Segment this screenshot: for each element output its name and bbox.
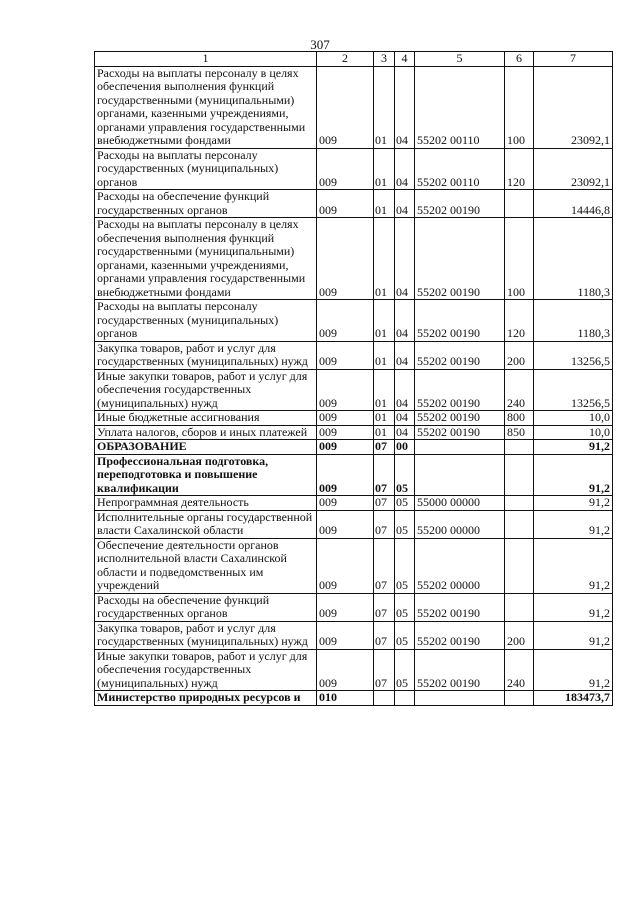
item-name: Иные закупки товаров, работ и услуг для обеспечения государственных (муниципальных) нужд <box>95 369 317 411</box>
item-ministry-code: 009 <box>317 411 374 426</box>
item-subsection: 05 <box>395 454 415 496</box>
item-target-code: 55202 00000 <box>415 538 505 593</box>
item-section: 01 <box>374 66 395 148</box>
item-target-code: 55202 00190 <box>415 411 505 426</box>
table-row <box>95 190 613 218</box>
item-amount: 91,2 <box>534 649 613 691</box>
item-section: 07 <box>374 496 395 511</box>
item-expense-type <box>505 691 534 706</box>
item-target-code <box>415 454 505 496</box>
item-subsection: 05 <box>395 496 415 511</box>
item-target-code <box>415 440 505 455</box>
item-amount: 91,2 <box>534 593 613 621</box>
item-amount: 10,0 <box>534 411 613 426</box>
item-ministry-code: 009 <box>317 369 374 411</box>
item-ministry-code: 009 <box>317 425 374 440</box>
table-row <box>95 691 613 706</box>
item-ministry-code: 009 <box>317 341 374 369</box>
item-name: Расходы на обеспечение функций государственных органов <box>95 593 317 621</box>
item-section: 01 <box>374 411 395 426</box>
table-row <box>95 148 613 190</box>
item-name: Профессиональная подготовка, переподготовка и повышение квалификации <box>95 454 317 496</box>
item-section: 01 <box>374 190 395 218</box>
item-amount: 91,2 <box>534 538 613 593</box>
item-amount: 91,2 <box>534 440 613 455</box>
item-subsection: 04 <box>395 369 415 411</box>
item-section: 07 <box>374 510 395 538</box>
item-subsection: 04 <box>395 218 415 300</box>
item-name: Непрограммная деятельность <box>95 496 317 511</box>
header-cell-2: 2 <box>317 52 374 67</box>
item-name: Расходы на выплаты персоналу в целях обеспечения выполнения функций государственными (муниципальными) органами, казенными учреждениями, органами управления государственными внебюджетными фондами <box>95 218 317 300</box>
item-ministry-code: 009 <box>317 218 374 300</box>
item-ministry-code: 009 <box>317 510 374 538</box>
item-target-code: 55202 00190 <box>415 190 505 218</box>
item-expense-type: 240 <box>505 649 534 691</box>
item-target-code: 55000 00000 <box>415 496 505 511</box>
item-expense-type <box>505 440 534 455</box>
table-row <box>95 621 613 649</box>
item-expense-type: 100 <box>505 66 534 148</box>
item-section: 01 <box>374 425 395 440</box>
table-row <box>95 496 613 511</box>
table-row <box>95 411 613 426</box>
item-name: Исполнительные органы государственной власти Сахалинской области <box>95 510 317 538</box>
item-target-code: 55202 00190 <box>415 300 505 342</box>
table-row <box>95 593 613 621</box>
item-subsection: 05 <box>395 538 415 593</box>
item-ministry-code: 009 <box>317 148 374 190</box>
item-ministry-code: 009 <box>317 454 374 496</box>
table-body <box>95 66 613 705</box>
item-name: Расходы на обеспечение функций государственных органов <box>95 190 317 218</box>
item-subsection: 05 <box>395 510 415 538</box>
item-amount: 1180,3 <box>534 218 613 300</box>
table-row <box>95 425 613 440</box>
item-amount: 91,2 <box>534 621 613 649</box>
budget-table <box>94 51 613 706</box>
item-ministry-code: 010 <box>317 691 374 706</box>
item-ministry-code: 009 <box>317 649 374 691</box>
item-expense-type <box>505 496 534 511</box>
item-subsection <box>395 691 415 706</box>
item-section: 01 <box>374 341 395 369</box>
item-expense-type: 200 <box>505 341 534 369</box>
item-expense-type <box>505 510 534 538</box>
item-expense-type <box>505 190 534 218</box>
item-expense-type <box>505 538 534 593</box>
table-row <box>95 538 613 593</box>
item-section: 07 <box>374 649 395 691</box>
item-ministry-code: 009 <box>317 621 374 649</box>
item-ministry-code: 009 <box>317 66 374 148</box>
item-subsection: 04 <box>395 148 415 190</box>
item-amount: 91,2 <box>534 496 613 511</box>
item-target-code: 55202 00190 <box>415 593 505 621</box>
header-cell-5: 5 <box>415 52 505 67</box>
item-subsection: 00 <box>395 440 415 455</box>
item-expense-type: 850 <box>505 425 534 440</box>
item-section: 07 <box>374 621 395 649</box>
item-name: Иные бюджетные ассигнования <box>95 411 317 426</box>
item-subsection: 04 <box>395 66 415 148</box>
header-cell-3: 3 <box>374 52 395 67</box>
table-row <box>95 300 613 342</box>
item-name: Закупка товаров, работ и услуг для государственных (муниципальных) нужд <box>95 341 317 369</box>
item-name: Расходы на выплаты персоналу государственных (муниципальных) органов <box>95 300 317 342</box>
table-row <box>95 341 613 369</box>
item-subsection: 04 <box>395 190 415 218</box>
item-expense-type: 240 <box>505 369 534 411</box>
item-subsection: 04 <box>395 411 415 426</box>
item-target-code: 55202 00190 <box>415 369 505 411</box>
item-target-code: 55202 00110 <box>415 148 505 190</box>
item-section: 07 <box>374 593 395 621</box>
item-name: ОБРАЗОВАНИЕ <box>95 440 317 455</box>
header-cell-6: 6 <box>505 52 534 67</box>
item-ministry-code: 009 <box>317 190 374 218</box>
item-section: 01 <box>374 300 395 342</box>
item-section: 01 <box>374 148 395 190</box>
item-section: 01 <box>374 218 395 300</box>
header-cell-4: 4 <box>395 52 415 67</box>
table-row <box>95 510 613 538</box>
item-amount: 13256,5 <box>534 369 613 411</box>
item-amount: 23092,1 <box>534 66 613 148</box>
page-number: 307 <box>310 37 330 52</box>
item-expense-type <box>505 454 534 496</box>
item-name: Расходы на выплаты персоналу государственных (муниципальных) органов <box>95 148 317 190</box>
item-target-code: 55202 00190 <box>415 649 505 691</box>
item-expense-type: 100 <box>505 218 534 300</box>
item-target-code: 55202 00190 <box>415 218 505 300</box>
table-row <box>95 454 613 496</box>
item-name: Расходы на выплаты персоналу в целях обеспечения выполнения функций государственными (муниципальными) органами, казенными учреждениями, органами управления государственными внебюджетными фондами <box>95 66 317 148</box>
item-target-code: 55202 00190 <box>415 341 505 369</box>
item-amount: 23092,1 <box>534 148 613 190</box>
item-section: 07 <box>374 454 395 496</box>
item-target-code: 55202 00190 <box>415 425 505 440</box>
item-target-code: 55202 00190 <box>415 621 505 649</box>
item-expense-type: 200 <box>505 621 534 649</box>
item-amount: 1180,3 <box>534 300 613 342</box>
item-section: 01 <box>374 369 395 411</box>
table-row <box>95 369 613 411</box>
header-cell-1: 1 <box>95 52 317 67</box>
item-subsection: 05 <box>395 621 415 649</box>
item-expense-type <box>505 593 534 621</box>
item-target-code: 55202 00110 <box>415 66 505 148</box>
item-target-code: 55200 00000 <box>415 510 505 538</box>
item-name: Иные закупки товаров, работ и услуг для обеспечения государственных (муниципальных) нужд <box>95 649 317 691</box>
item-ministry-code: 009 <box>317 440 374 455</box>
item-ministry-code: 009 <box>317 300 374 342</box>
table-row <box>95 440 613 455</box>
item-subsection: 05 <box>395 649 415 691</box>
item-subsection: 05 <box>395 593 415 621</box>
item-subsection: 04 <box>395 425 415 440</box>
header-row <box>95 52 613 67</box>
item-expense-type: 800 <box>505 411 534 426</box>
item-name: Министерство природных ресурсов и <box>95 691 317 706</box>
item-amount: 13256,5 <box>534 341 613 369</box>
table-row <box>95 218 613 300</box>
header-cell-7: 7 <box>534 52 613 67</box>
table-row <box>95 649 613 691</box>
item-section: 07 <box>374 440 395 455</box>
item-subsection: 04 <box>395 300 415 342</box>
item-name: Закупка товаров, работ и услуг для государственных (муниципальных) нужд <box>95 621 317 649</box>
item-target-code <box>415 691 505 706</box>
item-name: Уплата налогов, сборов и иных платежей <box>95 425 317 440</box>
table-row <box>95 66 613 148</box>
item-amount: 14446,8 <box>534 190 613 218</box>
item-amount: 91,2 <box>534 510 613 538</box>
item-name: Обеспечение деятельности органов исполнительной власти Сахалинской области и подведомственных им учреждений <box>95 538 317 593</box>
item-amount: 91,2 <box>534 454 613 496</box>
item-subsection: 04 <box>395 341 415 369</box>
item-section <box>374 691 395 706</box>
item-expense-type: 120 <box>505 300 534 342</box>
item-amount: 10,0 <box>534 425 613 440</box>
item-expense-type: 120 <box>505 148 534 190</box>
item-ministry-code: 009 <box>317 496 374 511</box>
item-ministry-code: 009 <box>317 593 374 621</box>
item-amount: 183473,7 <box>534 691 613 706</box>
item-ministry-code: 009 <box>317 538 374 593</box>
item-section: 07 <box>374 538 395 593</box>
